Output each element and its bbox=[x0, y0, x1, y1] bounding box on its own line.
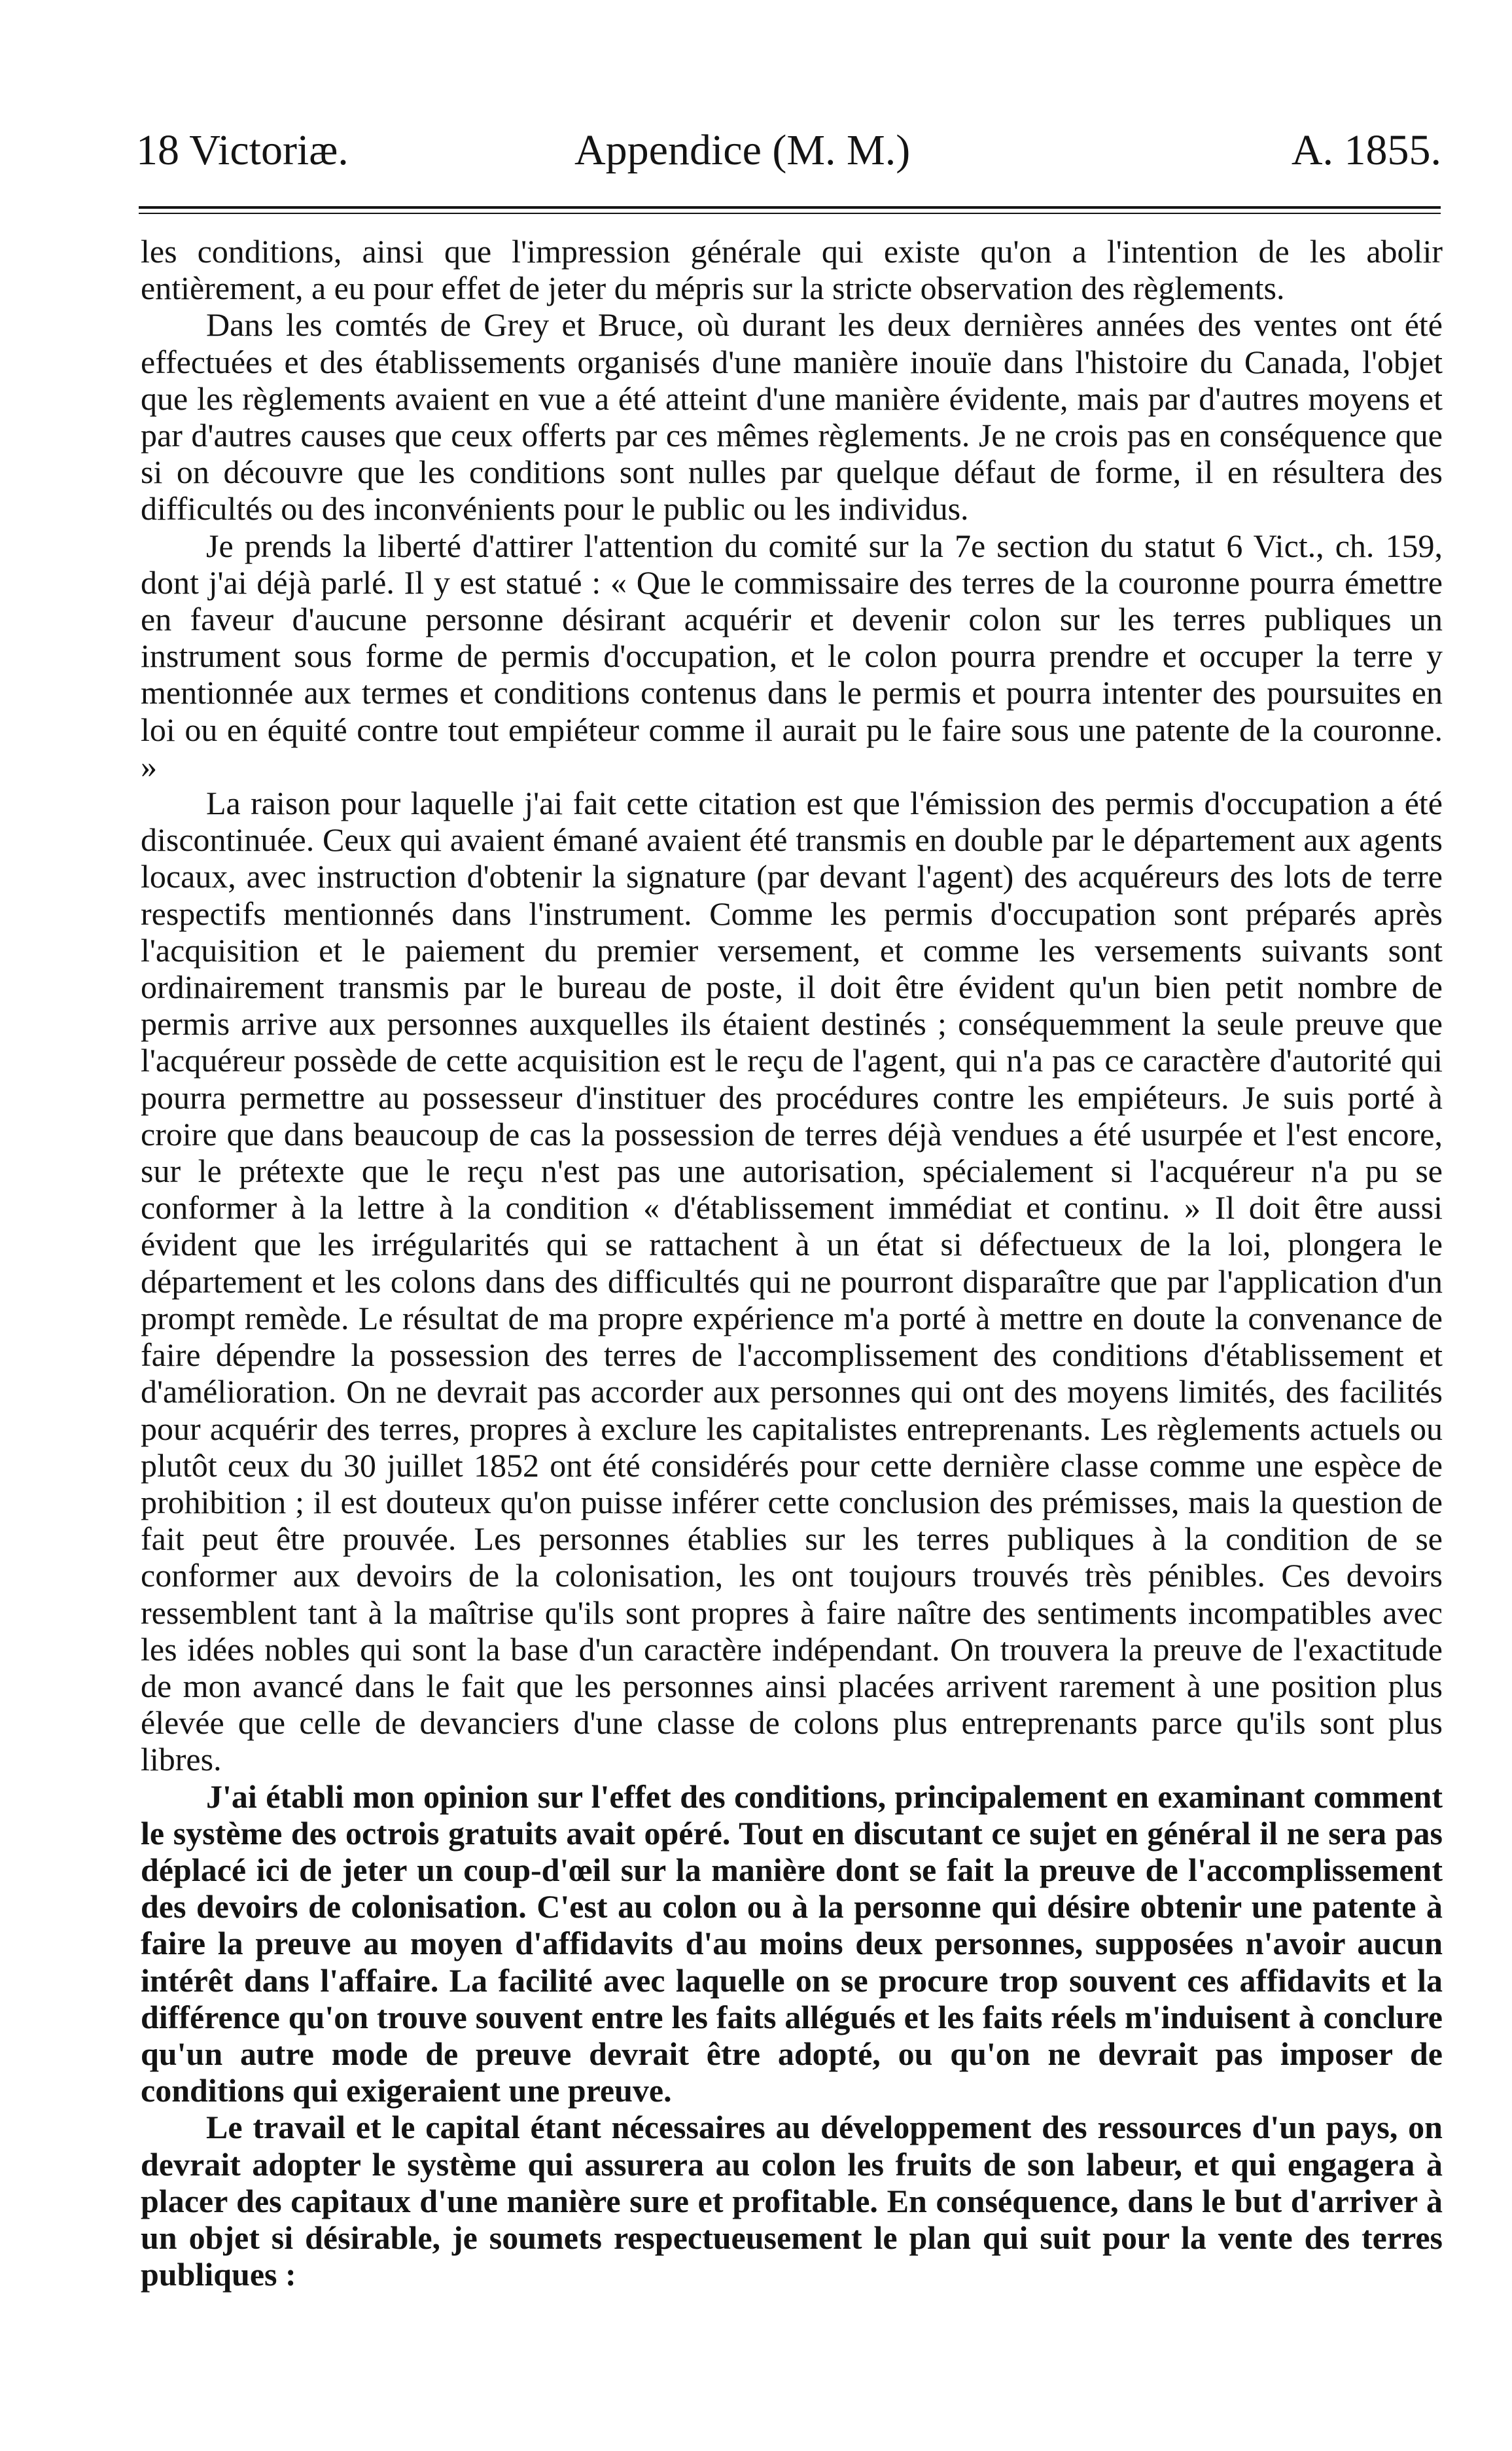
paragraph: J'ai établi mon opinion sur l'effet des conditions, principalement en examinant comment le système des octrois gratuits avait opéré. Tout en discutant ce sujet en général il ne sera pas déplacé ici de jeter un coup-d'œil sur la manière dont se fait la preuve de l'accomplissement des devoirs de colonisation. C'est au colon ou à la personne qui désire obtenir une patente à faire la preuve au moyen d'affidavits d'au moins deux personnes, supposées n'avoir aucun intérêt dans l'affaire. La facilité avec laquelle on se procure trop souvent ces affidavits et la différence qu'on trouve souvent entre les faits allégués et les faits réels m'induisent à conclure qu'un autre mode de preuve devrait être adopté, ou qu'on ne devrait pas imposer de conditions qui exigeraient une preuve. bbox=[141, 1778, 1443, 2109]
header-year: A. 1855. bbox=[1291, 126, 1441, 174]
paragraph: Le travail et le capital étant nécessaires au développement des ressources d'un pays, on devrait adopter le système qui assurera au colon les fruits de son labeur, et qui engagera à placer des capitaux d'une manière sure et profitable. En conséquence, dans le but d'arriver à un objet si désirable, je soumets respectueusement le plan qui suit pour la vente des terres publiques : bbox=[141, 2109, 1443, 2293]
body-text bbox=[141, 233, 1443, 2380]
paragraph: les conditions, ainsi que l'impression générale qui existe qu'on a l'intention de les abolir entièrement, a eu pour effet de jeter du mépris sur la stricte observation des règlements. bbox=[141, 233, 1443, 307]
header-rule-thick bbox=[139, 206, 1441, 209]
header-volume: 18 Victoriæ. bbox=[136, 126, 349, 174]
paragraph: Dans les comtés de Grey et Bruce, où durant les deux dernières années des ventes ont été effectuées et des établissements organisés d'une manière inouïe dans l'histoire du Canada, l'objet que les règlements avaient en vue a été atteint d'une manière évidente, mais par d'autres moyens et par d'autres causes que ceux offerts par ces mêmes règlements. Je ne crois pas en conséquence que si on découvre que les conditions sont nulles par quelque défaut de forme, il en résultera des difficultés ou des inconvénients pour le public ou les individus. bbox=[141, 306, 1443, 528]
paragraph: La raison pour laquelle j'ai fait cette citation est que l'émission des permis d'occupation a été discontinuée. Ceux qui avaient émané avaient été transmis en double par le département aux agents locaux, avec instruction d'obtenir la signature (par devant l'agent) des acquéreurs des lots de terre respectifs mentionnés dans l'instrument. Comme les permis d'occupation sont préparés après l'acquisition et le paiement du premier versement, et comme les versements suivants sont ordinairement transmis par le bureau de poste, il doit être évident qu'un bien petit nombre de permis arrive aux personnes auxquelles ils étaient destinés ; conséquemment la seule preuve que l'acquéreur possède de cette acquisition est le reçu de l'agent, qui n'a pas ce caractère d'autorité qui pourra permettre au possesseur d'instituer des procédures contre les empiéteurs. Je suis porté à croire que dans beaucoup de cas la possession de terres déjà vendues a été usurpée et l'est encore, sur le prétexte que le reçu n'est pas une autorisation, spécialement si l'acquéreur n'a pu se conformer à la lettre à la condition « d'établissement immédiat et continu. » Il doit être aussi évident que les irrégularités qui se rattachent à un état si défectueux de la loi, plongera le département et les colons dans des difficultés qui ne pourront disparaître que par l'application d'un prompt remède. Le résultat de ma propre expérience m'a porté à mettre en doute la convenance de faire dépendre la possession des terres de l'accomplissement des conditions d'établissement et d'amélioration. On ne devrait pas accorder aux personnes qui ont des moyens limités, des facilités pour acquérir des terres, propres à exclure les capitalistes entreprenants. Les règlements actuels ou plutôt ceux du 30 juillet 1852 ont été considérés pour cette dernière classe comme une espèce de prohibition ; il est douteux qu'on puisse inférer cette conclusion des prémisses, mais la question de fait peut être prouvée. Les personnes établies sur les terres publiques à la condition de se conformer aux devoirs de la colonisation, les ont toujours trouvés très pénibles. Ces devoirs ressemblent tant à la maîtrise qu'ils sont propres à faire naître des sentiments incompatibles avec les idées nobles qui sont la base d'un caractère indépendant. On trouvera la preuve de l'exactitude de mon avancé dans le fait que les personnes ainsi placées arrivent rarement à une position plus élevée que celle de devanciers d'une classe de colons plus entreprenants parce qu'ils sont plus libres. bbox=[141, 785, 1443, 1778]
paragraph: Je prends la liberté d'attirer l'attention du comité sur la 7e section du statut 6 Vict., ch. 159, dont j'ai déjà parlé. Il y est statué : « Que le commissaire des terres de la couronne pourra émettre en faveur d'aucune personne désirant acquérir et devenir colon sur les terres publiques un instrument sous forme de permis d'occupation, et le colon pourra prendre et occuper la terre y mentionnée aux termes et conditions contenus dans le permis et pourra intenter des poursuites en loi ou en équité contre tout empiéteur comme il aurait pu le faire sous une patente de la couronne. » bbox=[141, 527, 1443, 785]
header-appendix: Appendice (M. M.) bbox=[574, 126, 911, 174]
header-rule-thin bbox=[139, 213, 1441, 214]
page-header bbox=[136, 124, 1441, 177]
